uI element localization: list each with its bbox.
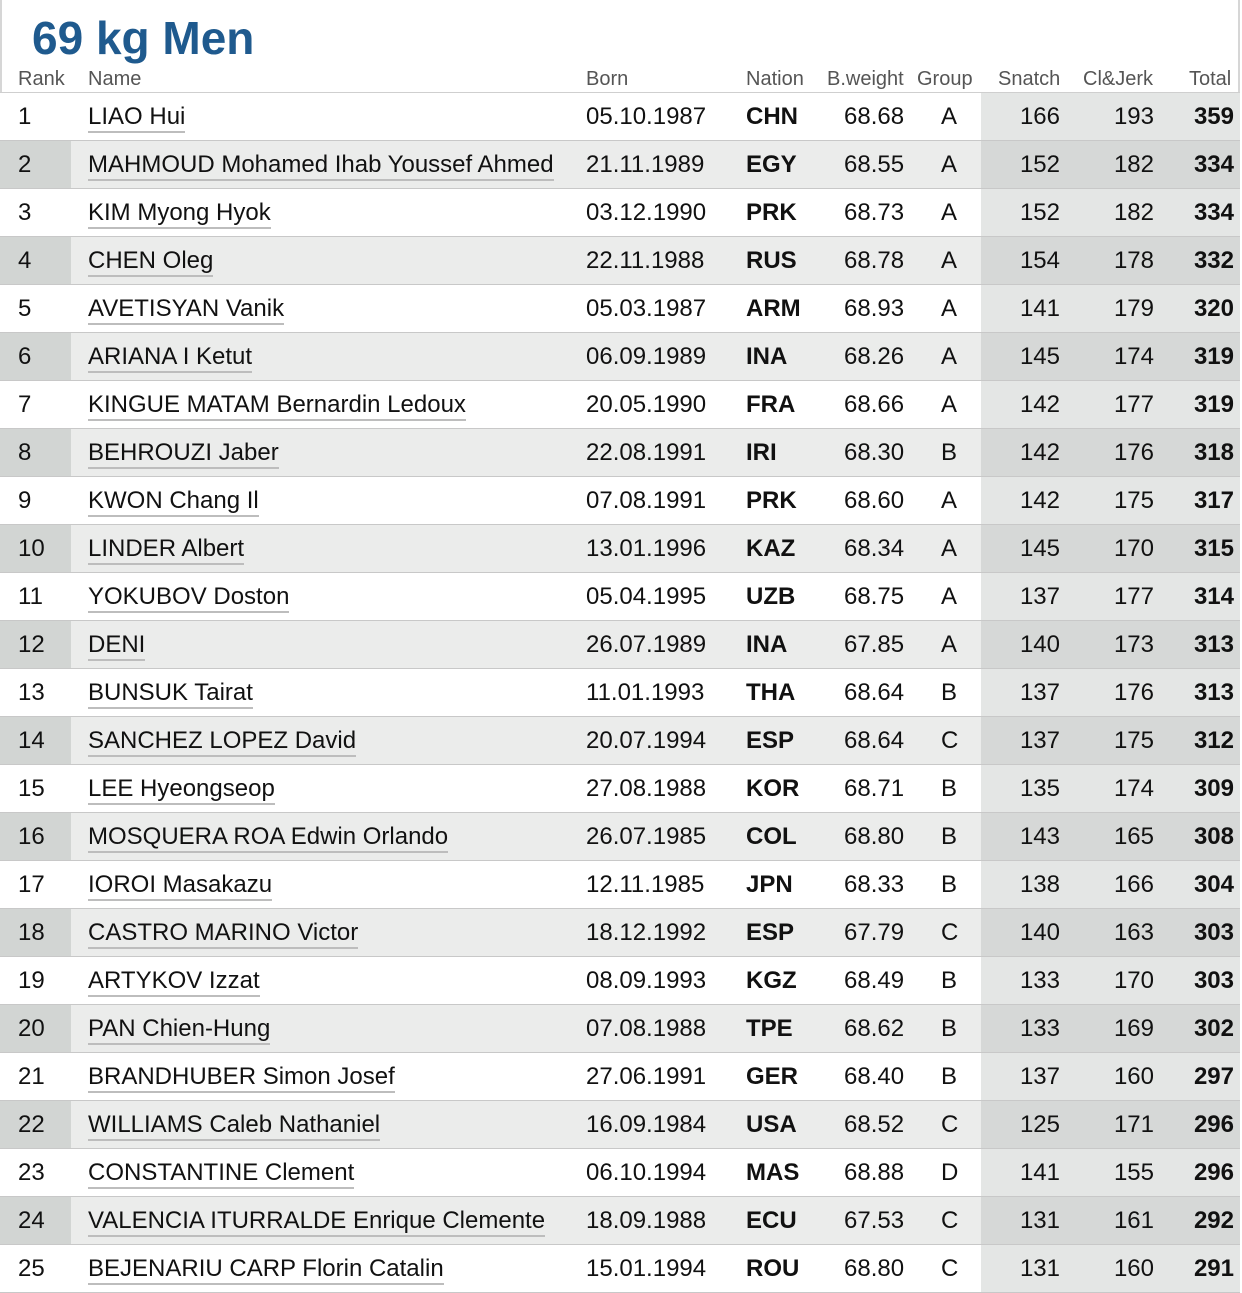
table-row: [0, 1053, 1240, 1101]
name-cell: [88, 237, 213, 284]
cljerk-cell: 176: [1113, 679, 1154, 706]
header-born: Born: [586, 68, 629, 90]
athlete-name-link[interactable]: ARIANA I Ketut: [88, 343, 252, 373]
rank-cell: 22: [18, 1111, 45, 1138]
nation-cell: IRI: [746, 439, 777, 466]
rank-cell: 11: [18, 583, 43, 610]
cljerk-cell: 165: [1113, 823, 1154, 850]
cljerk-cell: 179: [1113, 295, 1154, 322]
group-cell: B: [941, 775, 958, 802]
name-cell: [88, 189, 271, 236]
total-cell: 319: [1193, 391, 1234, 418]
total-cell: 296: [1193, 1159, 1234, 1186]
bodyweight-cell: 68.33: [844, 871, 905, 898]
athlete-name-link[interactable]: WILLIAMS Caleb Nathaniel: [88, 1111, 380, 1141]
total-cell: 297: [1193, 1063, 1234, 1090]
header-snatch: Snatch: [998, 68, 1061, 90]
athlete-name-link[interactable]: LEE Hyeongseop: [88, 775, 275, 805]
row-background: [0, 141, 71, 188]
bodyweight-cell: 68.71: [844, 775, 905, 802]
header-bodyweight: B.weight: [827, 68, 904, 90]
rank-cell: 25: [18, 1255, 45, 1282]
nation-cell: COL: [746, 823, 797, 850]
row-background: [0, 93, 71, 140]
rank-cell: 15: [18, 775, 45, 802]
snatch-cell: 137: [1019, 583, 1060, 610]
group-cell: B: [941, 823, 958, 850]
row-background: [0, 381, 71, 428]
table-header: [0, 66, 1240, 94]
table-row: [0, 573, 1240, 621]
born-cell: 05.04.1995: [586, 583, 707, 610]
group-cell: A: [941, 247, 958, 274]
group-cell: A: [941, 535, 958, 562]
table-row: [0, 669, 1240, 717]
total-cell: 313: [1193, 631, 1234, 658]
table-row: [0, 477, 1240, 525]
rank-cell: 20: [18, 1015, 45, 1042]
athlete-name-link[interactable]: KWON Chang Il: [88, 487, 259, 517]
name-cell: [88, 717, 356, 764]
rank-cell: 13: [18, 679, 45, 706]
bodyweight-cell: 68.52: [844, 1111, 905, 1138]
cljerk-cell: 178: [1113, 247, 1154, 274]
group-cell: C: [941, 1111, 959, 1138]
bodyweight-cell: 68.75: [844, 583, 905, 610]
total-cell: 315: [1193, 535, 1234, 562]
cljerk-cell: 171: [1113, 1111, 1154, 1138]
nation-cell: USA: [746, 1111, 797, 1138]
born-cell: 26.07.1985: [586, 823, 707, 850]
bodyweight-cell: 68.40: [844, 1063, 905, 1090]
name-cell: [88, 621, 145, 668]
table-row: [0, 957, 1240, 1005]
row-background: [0, 237, 71, 284]
total-cell: 312: [1193, 727, 1234, 754]
nation-cell: FRA: [746, 391, 796, 418]
group-cell: B: [941, 1015, 958, 1042]
nation-cell: MAS: [746, 1159, 800, 1186]
table-row: [0, 189, 1240, 237]
born-cell: 22.08.1991: [586, 439, 707, 466]
cljerk-cell: 163: [1113, 919, 1154, 946]
born-cell: 12.11.1985: [586, 871, 705, 898]
rank-cell: 7: [18, 391, 32, 418]
rank-cell: 1: [18, 103, 32, 130]
bodyweight-cell: 68.60: [844, 487, 905, 514]
name-cell: [88, 141, 554, 188]
snatch-cell: 141: [1019, 1159, 1060, 1186]
table-row: [0, 525, 1240, 573]
table-row: [0, 285, 1240, 333]
bodyweight-cell: 67.79: [844, 919, 905, 946]
athlete-name-link[interactable]: PAN Chien-Hung: [88, 1015, 270, 1045]
name-cell: [88, 1245, 444, 1292]
bodyweight-cell: 68.66: [844, 391, 905, 418]
bodyweight-cell: 68.64: [844, 679, 905, 706]
total-cell: 319: [1193, 343, 1234, 370]
rank-cell: 9: [18, 487, 32, 514]
rank-cell: 12: [18, 631, 45, 658]
born-cell: 11.01.1993: [586, 679, 705, 706]
cljerk-cell: 166: [1113, 871, 1154, 898]
total-cell: 309: [1193, 775, 1234, 802]
name-cell: [88, 765, 275, 812]
bodyweight-cell: 68.73: [844, 199, 905, 226]
bodyweight-cell: 68.68: [844, 103, 905, 130]
athlete-name-link[interactable]: SANCHEZ LOPEZ David: [88, 727, 356, 757]
table-row: [0, 909, 1240, 957]
born-cell: 22.11.1988: [586, 247, 705, 274]
table-row: [0, 1101, 1240, 1149]
nation-cell: ECU: [746, 1207, 797, 1234]
group-cell: C: [941, 1255, 959, 1282]
header-cljerk: Cl&Jerk: [1083, 68, 1154, 90]
rank-cell: 19: [18, 967, 45, 994]
cljerk-cell: 177: [1113, 391, 1154, 418]
name-cell: [88, 285, 284, 332]
header-rank: Rank: [18, 68, 65, 90]
table-row: [0, 1149, 1240, 1197]
group-cell: A: [941, 631, 958, 658]
snatch-cell: 138: [1019, 871, 1060, 898]
table-row: [0, 237, 1240, 285]
bodyweight-cell: 68.26: [844, 343, 905, 370]
rank-cell: 8: [18, 439, 32, 466]
snatch-cell: 131: [1019, 1255, 1060, 1282]
total-cell: 304: [1193, 871, 1234, 898]
athlete-name-link[interactable]: ARTYKOV Izzat: [88, 967, 260, 997]
snatch-cell: 135: [1019, 775, 1060, 802]
nation-cell: UZB: [746, 583, 796, 610]
group-cell: C: [941, 1207, 959, 1234]
group-cell: B: [941, 1063, 958, 1090]
name-cell: [88, 957, 260, 1004]
rank-cell: 14: [18, 727, 45, 754]
athlete-name-link[interactable]: AVETISYAN Vanik: [88, 295, 284, 325]
bodyweight-cell: 68.62: [844, 1015, 905, 1042]
snatch-cell: 142: [1019, 439, 1060, 466]
group-cell: D: [941, 1159, 959, 1186]
total-cell: 296: [1193, 1111, 1234, 1138]
athlete-name-link[interactable]: CONSTANTINE Clement: [88, 1159, 354, 1189]
table-row: [0, 813, 1240, 861]
nation-cell: THA: [746, 679, 796, 706]
athlete-name-link[interactable]: CASTRO MARINO Victor: [88, 919, 358, 949]
cljerk-cell: 160: [1113, 1255, 1154, 1282]
name-cell: [88, 525, 244, 572]
nation-cell: RUS: [746, 247, 797, 274]
athlete-name-link[interactable]: KIM Myong Hyok: [88, 199, 271, 229]
snatch-cell: 142: [1019, 391, 1060, 418]
snatch-cell: 131: [1019, 1207, 1060, 1234]
rank-cell: 24: [18, 1207, 45, 1234]
rank-cell: 23: [18, 1159, 45, 1186]
snatch-cell: 133: [1019, 967, 1060, 994]
table-row: [0, 333, 1240, 381]
nation-cell: KOR: [746, 775, 800, 802]
nation-cell: JPN: [746, 871, 793, 898]
cljerk-cell: 170: [1113, 967, 1154, 994]
nation-cell: KAZ: [746, 535, 796, 562]
group-cell: A: [941, 295, 958, 322]
total-cell: 334: [1193, 151, 1234, 178]
snatch-cell: 143: [1019, 823, 1060, 850]
athlete-name-link[interactable]: VALENCIA ITURRALDE Enrique Clemente: [88, 1207, 545, 1237]
page-title: 69 kg Men: [32, 12, 255, 64]
rank-cell: 16: [18, 823, 45, 850]
name-cell: [88, 1197, 545, 1244]
athlete-name-link[interactable]: LINDER Albert: [88, 535, 244, 565]
row-background: [0, 189, 71, 236]
nation-cell: KGZ: [746, 967, 797, 994]
snatch-cell: 145: [1019, 535, 1060, 562]
total-cell: 303: [1193, 967, 1234, 994]
bodyweight-cell: 68.30: [844, 439, 905, 466]
born-cell: 27.06.1991: [586, 1063, 707, 1090]
group-cell: A: [941, 487, 958, 514]
total-cell: 303: [1193, 919, 1234, 946]
born-cell: 20.05.1990: [586, 391, 707, 418]
snatch-cell: 145: [1019, 343, 1060, 370]
table-row: [0, 1245, 1240, 1293]
nation-cell: EGY: [746, 151, 797, 178]
bodyweight-cell: 68.55: [844, 151, 905, 178]
born-cell: 06.09.1989: [586, 343, 707, 370]
cljerk-cell: 155: [1113, 1159, 1154, 1186]
nation-cell: ESP: [746, 727, 795, 754]
group-cell: A: [941, 151, 958, 178]
name-cell: [88, 909, 358, 956]
table-row: [0, 621, 1240, 669]
results-table: [0, 93, 1240, 1293]
group-cell: C: [941, 919, 959, 946]
born-cell: 18.09.1988: [586, 1207, 707, 1234]
total-cell: 313: [1193, 679, 1234, 706]
name-cell: [88, 813, 448, 860]
born-cell: 27.08.1988: [586, 775, 707, 802]
table-row: [0, 381, 1240, 429]
snatch-cell: 133: [1019, 1015, 1060, 1042]
bodyweight-cell: 68.34: [844, 535, 905, 562]
snatch-cell: 137: [1019, 727, 1060, 754]
header-nation: Nation: [746, 68, 804, 90]
name-cell: [88, 93, 185, 140]
rank-cell: 10: [18, 535, 45, 562]
table-row: [0, 1197, 1240, 1245]
snatch-cell: 125: [1019, 1111, 1060, 1138]
bodyweight-cell: 68.93: [844, 295, 905, 322]
name-cell: [88, 429, 279, 476]
cljerk-cell: 173: [1113, 631, 1154, 658]
rank-cell: 5: [18, 295, 32, 322]
cljerk-cell: 177: [1113, 583, 1154, 610]
bodyweight-cell: 68.80: [844, 1255, 905, 1282]
athlete-name-link[interactable]: BEJENARIU CARP Florin Catalin: [88, 1255, 444, 1285]
rank-cell: 2: [18, 151, 32, 178]
athlete-name-link[interactable]: YOKUBOV Doston: [88, 583, 289, 613]
nation-cell: PRK: [746, 487, 797, 514]
rank-cell: 17: [18, 871, 45, 898]
total-cell: 334: [1193, 199, 1234, 226]
cljerk-cell: 174: [1113, 343, 1154, 370]
snatch-cell: 154: [1019, 247, 1060, 274]
total-cell: 302: [1193, 1015, 1234, 1042]
snatch-cell: 166: [1019, 103, 1060, 130]
cljerk-cell: 174: [1113, 775, 1154, 802]
bodyweight-cell: 68.49: [844, 967, 905, 994]
rank-cell: 6: [18, 343, 32, 370]
group-cell: A: [941, 391, 958, 418]
born-cell: 07.08.1988: [586, 1015, 707, 1042]
table-row: [0, 141, 1240, 189]
name-cell: [88, 1053, 395, 1100]
total-cell: 314: [1193, 583, 1234, 610]
total-cell: 308: [1193, 823, 1234, 850]
name-cell: [88, 861, 272, 908]
cljerk-cell: 175: [1113, 727, 1154, 754]
table-row: [0, 861, 1240, 909]
born-cell: 05.10.1987: [586, 103, 707, 130]
cljerk-cell: 193: [1113, 103, 1154, 130]
header-name: Name: [88, 68, 142, 90]
bodyweight-cell: 68.88: [844, 1159, 905, 1186]
group-cell: A: [941, 103, 958, 130]
born-cell: 07.08.1991: [586, 487, 707, 514]
table-row: [0, 93, 1240, 141]
cljerk-cell: 182: [1113, 199, 1154, 226]
rank-cell: 18: [18, 919, 45, 946]
name-cell: [88, 573, 289, 620]
bodyweight-cell: 68.64: [844, 727, 905, 754]
total-cell: 332: [1193, 247, 1234, 274]
group-cell: A: [941, 583, 958, 610]
rank-cell: 3: [18, 199, 32, 226]
snatch-cell: 140: [1019, 631, 1060, 658]
born-cell: 13.01.1996: [586, 535, 707, 562]
nation-cell: GER: [746, 1063, 799, 1090]
table-row: [0, 1005, 1240, 1053]
cljerk-cell: 175: [1113, 487, 1154, 514]
nation-cell: TPE: [746, 1015, 793, 1042]
total-cell: 320: [1193, 295, 1234, 322]
table-row: [0, 717, 1240, 765]
name-cell: [88, 477, 259, 524]
name-cell: [88, 669, 253, 716]
name-cell: [88, 1149, 354, 1196]
cljerk-cell: 170: [1113, 535, 1154, 562]
born-cell: 08.09.1993: [586, 967, 707, 994]
group-cell: B: [941, 871, 958, 898]
nation-cell: ARM: [746, 295, 801, 322]
name-cell: [88, 1101, 380, 1148]
row-background: [0, 285, 71, 332]
bodyweight-cell: 67.53: [844, 1207, 905, 1234]
name-cell: [88, 1005, 270, 1052]
born-cell: 21.11.1989: [586, 151, 705, 178]
athlete-name-link[interactable]: BRANDHUBER Simon Josef: [88, 1063, 395, 1093]
cljerk-cell: 161: [1113, 1207, 1154, 1234]
athlete-name-link[interactable]: MOSQUERA ROA Edwin Orlando: [88, 823, 448, 853]
athlete-name-link[interactable]: LIAO Hui: [88, 103, 185, 133]
snatch-cell: 140: [1019, 919, 1060, 946]
nation-cell: ROU: [746, 1255, 800, 1282]
born-cell: 16.09.1984: [586, 1111, 707, 1138]
table-row: [0, 429, 1240, 477]
athlete-name-link[interactable]: CHEN Oleg: [88, 247, 213, 277]
row-background: [0, 477, 71, 524]
nation-cell: ESP: [746, 919, 795, 946]
total-cell: 318: [1193, 439, 1234, 466]
rank-cell: 4: [18, 247, 32, 274]
snatch-cell: 152: [1019, 199, 1060, 226]
born-cell: 15.01.1994: [586, 1255, 707, 1282]
nation-cell: PRK: [746, 199, 797, 226]
nation-cell: INA: [746, 631, 788, 658]
nation-cell: INA: [746, 343, 788, 370]
athlete-name-link[interactable]: IOROI Masakazu: [88, 871, 272, 901]
born-cell: 18.12.1992: [586, 919, 707, 946]
snatch-cell: 142: [1019, 487, 1060, 514]
born-cell: 26.07.1989: [586, 631, 707, 658]
total-cell: 292: [1193, 1207, 1234, 1234]
cljerk-cell: 182: [1113, 151, 1154, 178]
cljerk-cell: 176: [1113, 439, 1154, 466]
athlete-name-link[interactable]: MAHMOUD Mohamed Ihab Youssef Ahmed: [88, 151, 554, 181]
name-cell: [88, 381, 466, 428]
snatch-cell: 137: [1019, 1063, 1060, 1090]
total-cell: 359: [1193, 103, 1234, 130]
born-cell: 20.07.1994: [586, 727, 707, 754]
total-cell: 291: [1193, 1255, 1234, 1282]
group-cell: A: [941, 199, 958, 226]
group-cell: C: [941, 727, 959, 754]
name-cell: [88, 333, 252, 380]
athlete-name-link[interactable]: KINGUE MATAM Bernardin Ledoux: [88, 391, 466, 421]
header-group: Group: [917, 68, 973, 90]
cljerk-cell: 160: [1113, 1063, 1154, 1090]
rank-cell: 21: [18, 1063, 45, 1090]
bodyweight-cell: 68.80: [844, 823, 905, 850]
athlete-name-link[interactable]: BUNSUK Tairat: [88, 679, 253, 709]
group-cell: B: [941, 967, 958, 994]
bodyweight-cell: 68.78: [844, 247, 905, 274]
bodyweight-cell: 67.85: [844, 631, 905, 658]
total-cell: 317: [1193, 487, 1234, 514]
snatch-cell: 152: [1019, 151, 1060, 178]
born-cell: 06.10.1994: [586, 1159, 707, 1186]
born-cell: 03.12.1990: [586, 199, 707, 226]
athlete-name-link[interactable]: DENI: [88, 631, 145, 661]
row-background: [0, 429, 71, 476]
group-cell: A: [941, 343, 958, 370]
snatch-cell: 141: [1019, 295, 1060, 322]
group-cell: B: [941, 679, 958, 706]
nation-cell: CHN: [746, 103, 798, 130]
born-cell: 05.03.1987: [586, 295, 707, 322]
table-row: [0, 765, 1240, 813]
cljerk-cell: 169: [1113, 1015, 1154, 1042]
row-background: [0, 333, 71, 380]
header-total: Total: [1189, 68, 1232, 90]
group-cell: B: [941, 439, 958, 466]
athlete-name-link[interactable]: BEHROUZI Jaber: [88, 439, 279, 469]
snatch-cell: 137: [1019, 679, 1060, 706]
